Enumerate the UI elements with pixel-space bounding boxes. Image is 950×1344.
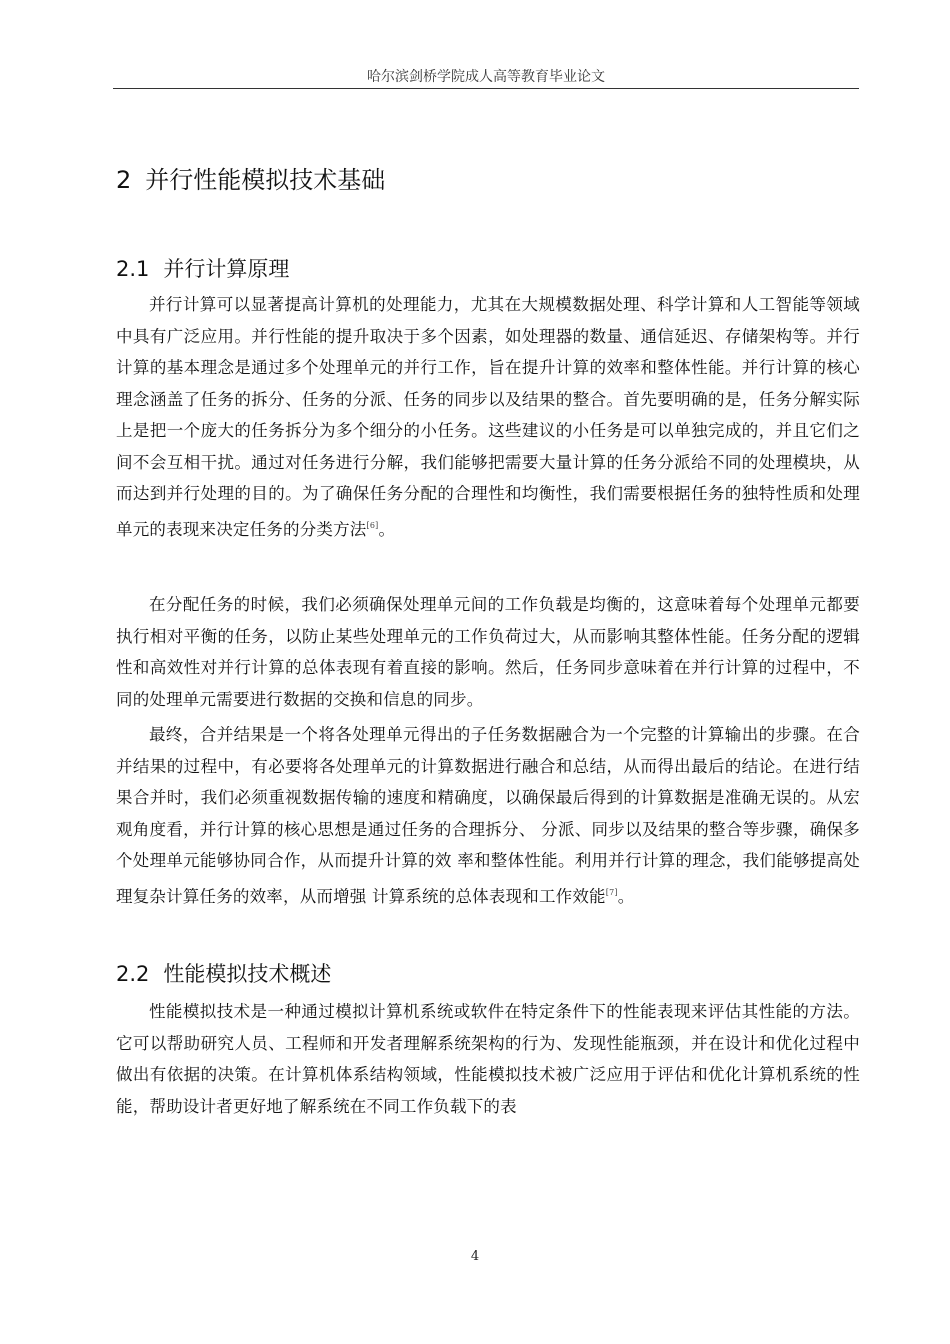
- paragraph-text: 最终，合并结果是一个将各处理单元得出的子任务数据融合为一个完整的计算输出的步骤。在合并结果的过程中，有必要将各处理单元的计算数据进行融合和总结，从而得出最后的结论。在进行结果合并时，我们必须重视数据传输的速度和精确度，以确保最后得到的计算数据是准确无误的。从宏观角度看，并行计算的核心思想是通过任务的合理拆分、 分派、同步以及结果的整合等步骤，确保多个处理单元能够协同合作，从而提升计算的效 率和整体性能。利用并行计算的理念，我们能够提高处理复杂计算任务的效率，从而增强 计算系统的总体表现和工作效能: [116, 725, 860, 906]
- paragraph-1: [116, 289, 860, 545]
- header-rule: [113, 88, 859, 89]
- paragraph-3: [116, 719, 860, 912]
- page-number: 4: [470, 1249, 480, 1264]
- section-title: 并行计算原理: [163, 257, 290, 281]
- citation: [7]: [605, 887, 618, 897]
- running-header: 哈尔滨剑桥学院成人高等教育毕业论文: [367, 69, 605, 85]
- paragraph-2: [116, 589, 860, 715]
- chapter-title: 并行性能模拟技术基础: [145, 166, 386, 194]
- section-heading-2-1: [116, 253, 289, 283]
- chapter-heading: [116, 160, 385, 195]
- paragraph-text: 在分配任务的时候，我们必须确保处理单元间的工作负载是均衡的，这意味着每个处理单元都要执行相对平衡的任务，以防止某些处理单元的工作负荷过大，从而影响其整体性能。任务分配的逻辑性和高效性对并行计算的总体表现有着直接的影响。然后，任务同步意味着在并行计算的过程中，不同的处理单元需要进行数据的交换和信息的同步。: [116, 595, 860, 709]
- section-number: 2.2: [116, 962, 150, 986]
- section-heading-2-2: [116, 958, 331, 988]
- section-number: 2.1: [116, 257, 150, 281]
- paragraph-end: 。: [378, 519, 396, 539]
- paragraph-end: 。: [617, 886, 635, 906]
- section-title: 性能模拟技术概述: [163, 962, 332, 986]
- paragraph-text: 并行计算可以显著提高计算机的处理能力，尤其在大规模数据处理、科学计算和人工智能等领域中具有广泛应用。并行性能的提升取决于多个因素，如处理器的数量、通信延迟、存储架构等。并行计算的基本理念是通过多个处理单元的并行工作，旨在提升计算的效率和整体性能。并行计算的核心理念涵盖了任务的拆分、任务的分派、任务的同步以及结果的整合。首先要明确的是，任务分解实际上是把一个庞大的任务拆分为多个细分的小任务。这些建议的小任务是可以单独完成的，并且它们之间不会互相干扰。通过对任务进行分解，我们能够把需要大量计算的任务分派给不同的处理模块，从而达到并行处理的目的。为了确保任务分配的合理性和均衡性，我们需要根据任务的独特性质和处理单元的表现来决定任务的分类方法: [116, 295, 860, 539]
- citation: [6]: [366, 520, 379, 530]
- paragraph-text: 性能模拟技术是一种通过模拟计算机系统或软件在特定条件下的性能表现来评估其性能的方法。它可以帮助研究人员、工程师和开发者理解系统架构的行为、发现性能瓶颈，并在设计和优化过程中做出有依据的决策。在计算机体系结构领域，性能模拟技术被广泛应用于评估和优化计算机系统的性能，帮助设计者更好地了解系统在不同工作负载下的表: [116, 1002, 860, 1116]
- paragraph-4: [116, 996, 860, 1122]
- chapter-number: 2: [116, 166, 132, 194]
